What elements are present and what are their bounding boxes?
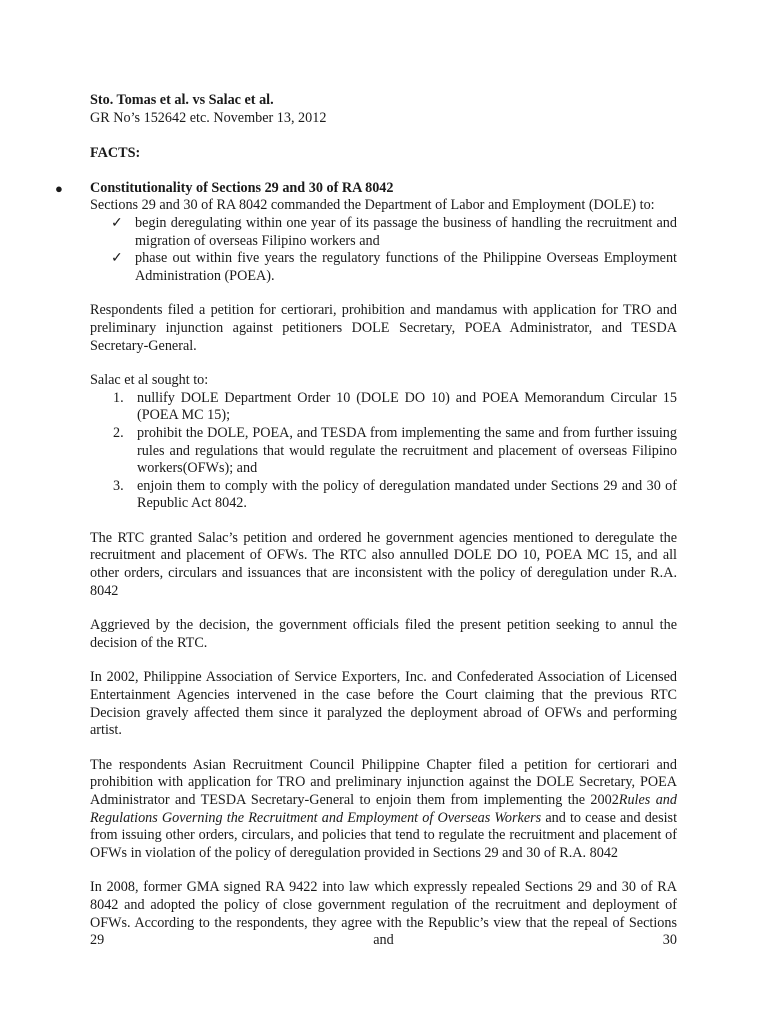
check-list-item [111, 250, 677, 285]
section-heading-text: Constitutionality of Sections 29 and 30 of RA 8042 [90, 179, 394, 196]
numbered-list [90, 390, 677, 513]
bullet-icon: ● [55, 180, 63, 196]
item-text: enjoin them to comply with the policy of deregulation mandated under Sections 29 and 30 of Republic Act 8042. [137, 477, 677, 512]
item-number: 1. [113, 389, 124, 406]
check-item-text: begin deregulating within one year of its passage the business of handling the recruitment and migration of overseas Filipino workers and [135, 214, 677, 249]
checkmark-icon: ✓ [111, 214, 123, 231]
facts-heading: FACTS: [90, 145, 141, 162]
case-citation: GR No’s 152642 etc. November 13, 2012 [90, 109, 327, 126]
document-body [55, 92, 678, 950]
numbered-list-item [113, 425, 677, 478]
item-text: prohibit the DOLE, POEA, and TESDA from implementing the same and from further issuing rules and regulations that would regulate the recruitment and placement of overseas Filipino workers(OFWs); and [137, 424, 677, 477]
paragraph: The RTC granted Salac’s petition and ordered he government agencies mentioned to deregulate the recruitment and placement of OFWs. The RTC also annulled DOLE DO 10, POEA MC 15, and all other orders, circulars and issuances that are inconsistent with the policy of deregulation under R.A. 8042 [90, 529, 677, 599]
salac-intro: Salac et al sought to: [90, 372, 209, 389]
paragraph: Aggrieved by the decision, the government officials filed the present petition seeking to annul the decision of the RTC. [90, 617, 677, 651]
item-text: nullify DOLE Department Order 10 (DOLE DO 10) and POEA Memorandum Circular 15 (POEA MC 15); [137, 389, 677, 424]
item-number: 2. [113, 424, 124, 441]
paragraph-text: and to cease and desist from issuing other orders, circulars, and policies that tend to regulate the recruitment and placement of OFWs in violation of the policy of deregulation provided in Sections 29 and 30 of R.A. 8042 [90, 809, 678, 861]
check-list-item [111, 215, 677, 250]
check-item-text: phase out within five years the regulatory functions of the Philippine Overseas Employment Administration (POEA). [135, 250, 677, 284]
checkmark-icon: ✓ [111, 250, 123, 267]
check-list [90, 215, 677, 285]
section-intro: Sections 29 and 30 of RA 8042 commanded the Department of Labor and Employment (DOLE) to: [90, 197, 655, 214]
paragraph: In 2002, Philippine Association of Service Exporters, Inc. and Confederated Association of Licensed Entertainment Agencies intervened in the case before the Court claiming that the previous RTC Decision gravely affected them since it paralyzed the deployment abroad of OFWs and performing artist. [90, 669, 677, 739]
case-title: Sto. Tomas et al. vs Salac et al. [90, 92, 274, 108]
numbered-list-item [113, 478, 677, 513]
paragraph: Respondents filed a petition for certiorari, prohibition and mandamus with application for TRO and preliminary injunction against petitioners DOLE Secretary, POEA Administrator, and TESDA Secretary-General. [90, 302, 677, 354]
paragraph-text: The respondents Asian Recruitment Council Philippine Chapter filed a petition for certiorari and prohibition with application for TRO and preliminary injunction against the DOLE Secretary, POEA Administrator and TESDA Secretary-General to enjoin them from implementing the 2002 [90, 756, 677, 808]
paragraph-italic-title: Rules and Regulations Governing the Recruitment and Employment of Overseas Workers [90, 792, 677, 826]
numbered-list-item [113, 390, 677, 425]
item-number: 3. [113, 477, 124, 494]
section-heading [55, 179, 677, 198]
paragraph: In 2008, former GMA signed RA 9422 into law which expressly repealed Sections 29 and 30 of RA 8042 and adopted the policy of close government regulation of the recruitment and deployment of OFWs. According to the respondents, they agree with the Republic’s view that the repeal of Sections 29 and 30 [90, 879, 677, 949]
paragraph [90, 757, 677, 863]
